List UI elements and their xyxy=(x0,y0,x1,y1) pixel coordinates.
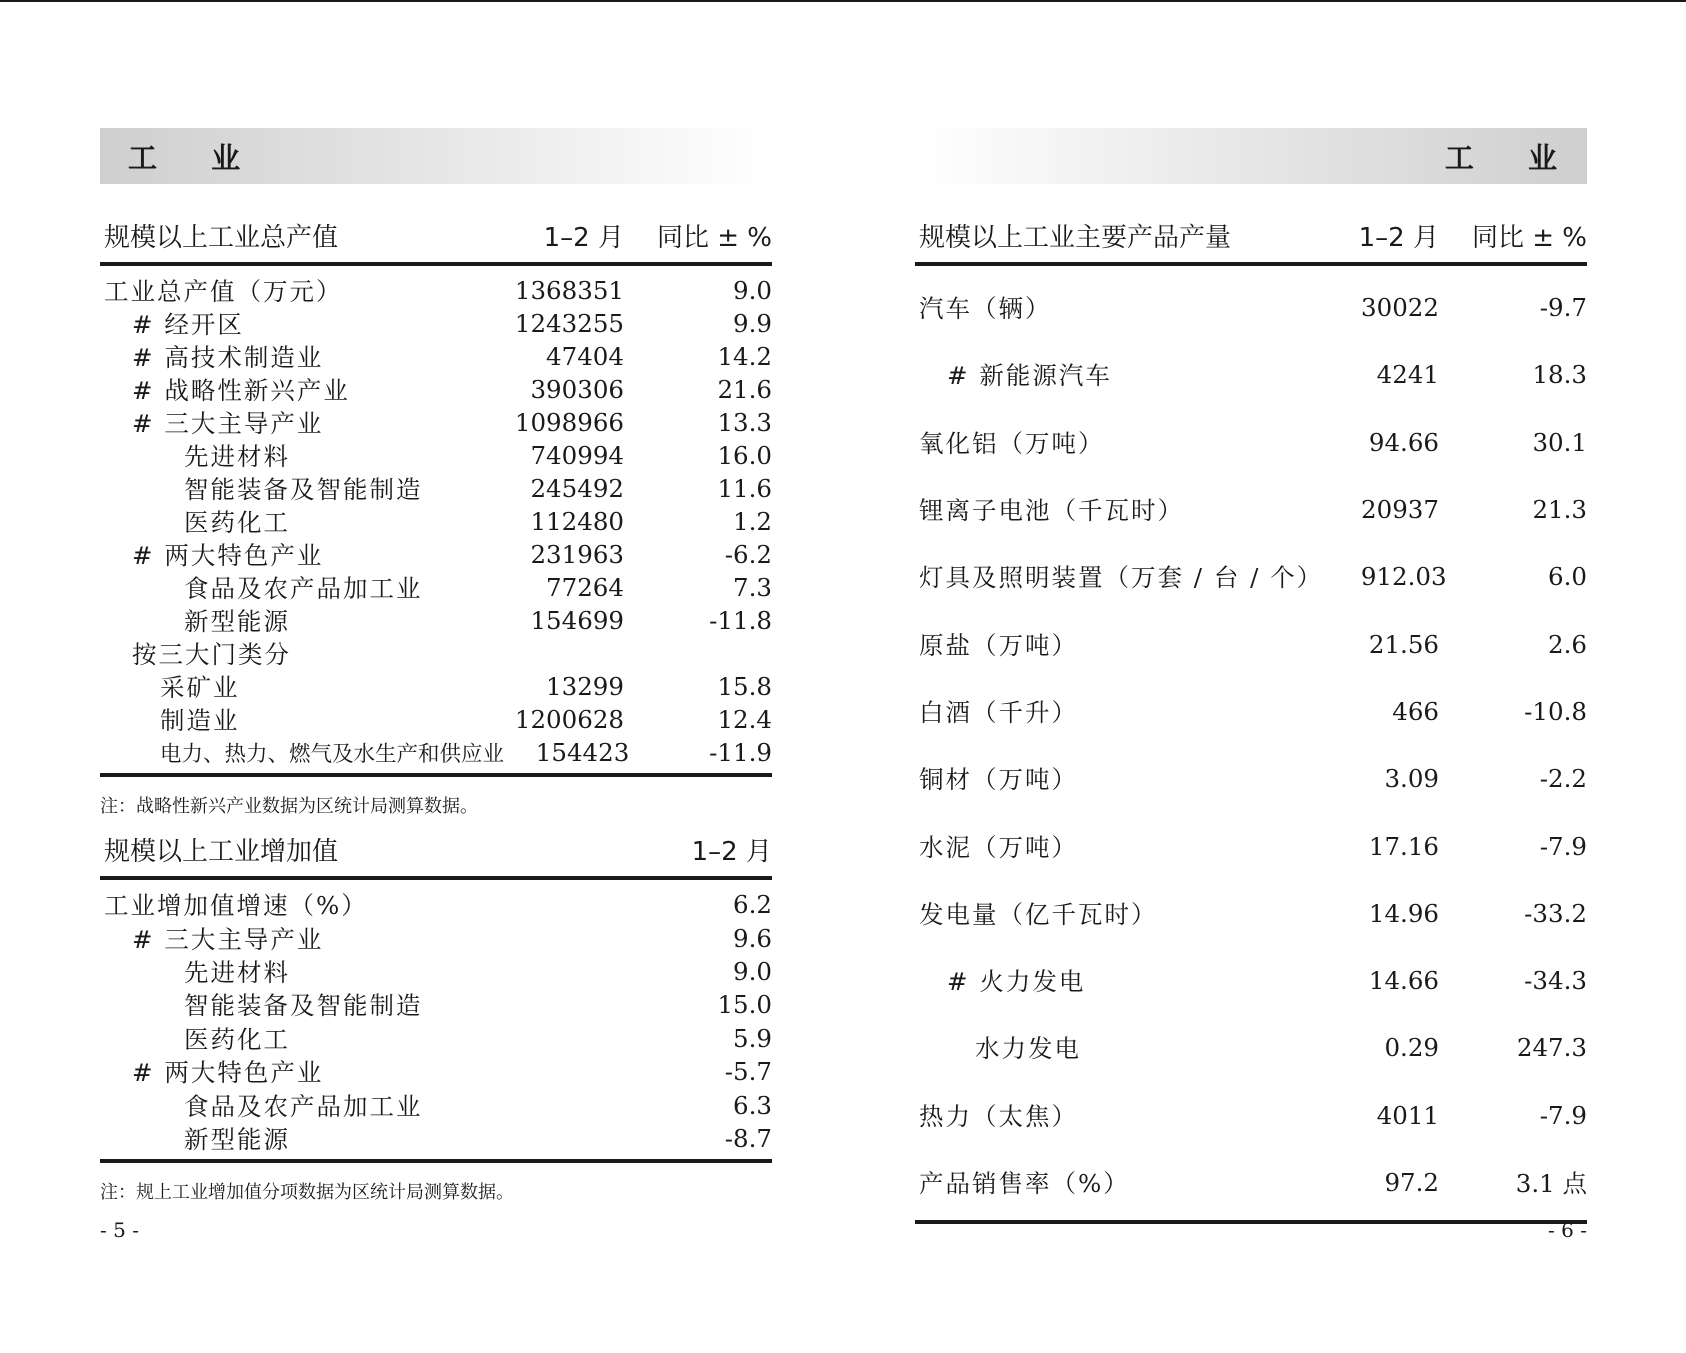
row-label: 医药化工 xyxy=(184,508,290,537)
header-yoy: 同比 ± % xyxy=(656,223,772,253)
row-label: # 高技术制造业 xyxy=(132,343,324,372)
row-value: 17.16 xyxy=(1368,831,1439,861)
row-value: 1098966 xyxy=(514,408,624,437)
page-number: - 6 - xyxy=(1548,1218,1587,1242)
row-yoy: 9.0 xyxy=(733,956,772,986)
row-value: 14.96 xyxy=(1368,898,1439,928)
row-value: 245492 xyxy=(530,474,624,503)
row-value: 390306 xyxy=(530,375,624,404)
row-yoy: -7.9 xyxy=(1539,831,1587,861)
row-label: 电力、热力、燃气及水生产和供应业 xyxy=(160,742,505,767)
row-value: 14.66 xyxy=(1368,966,1439,996)
table-row xyxy=(100,571,772,604)
table-row xyxy=(915,1149,1587,1216)
table-row xyxy=(100,1088,772,1121)
row-yoy: 7.3 xyxy=(733,573,772,602)
row-value: 94.66 xyxy=(1368,427,1439,457)
row-label: 食品及农产品加工业 xyxy=(184,1091,423,1121)
row-yoy: -8.7 xyxy=(724,1123,772,1153)
row-label: 新型能源 xyxy=(184,607,290,636)
row-value: 154423 xyxy=(535,738,630,767)
header-period: 1–2 月 xyxy=(691,837,772,867)
row-label: 先进材料 xyxy=(184,957,290,987)
row-yoy: 2.6 xyxy=(1548,629,1587,659)
row-label: 水泥（万吨） xyxy=(919,832,1078,862)
table-row xyxy=(915,880,1587,947)
row-label: 按三大门类分 xyxy=(132,640,291,669)
row-value: 112480 xyxy=(530,507,624,536)
table-row xyxy=(915,409,1587,476)
row-label: 铜材（万吨） xyxy=(919,765,1078,795)
row-label: 锂离子电池（千瓦时） xyxy=(919,496,1184,526)
header-label: 规模以上工业增加值 xyxy=(104,837,339,867)
row-yoy: -9.7 xyxy=(1539,293,1587,323)
row-label: 汽车（辆） xyxy=(919,294,1052,324)
row-yoy: 21.6 xyxy=(717,375,772,404)
row-yoy: 18.3 xyxy=(1532,360,1587,390)
table-row xyxy=(100,736,772,769)
row-label: 新型能源 xyxy=(184,1124,290,1154)
table-row xyxy=(100,955,772,988)
row-yoy: 14.2 xyxy=(717,342,772,371)
row-value: 1368351 xyxy=(514,276,624,305)
table-row xyxy=(100,921,772,954)
row-value: 4011 xyxy=(1376,1100,1439,1130)
table-row xyxy=(100,439,772,472)
row-label: 工业增加值增速（%） xyxy=(104,891,368,921)
row-value: 466 xyxy=(1392,696,1439,726)
row-label: 水力发电 xyxy=(975,1034,1081,1064)
table-row xyxy=(100,307,772,340)
row-yoy: 9.6 xyxy=(733,923,772,953)
table-body xyxy=(915,266,1587,1224)
table-row xyxy=(915,812,1587,879)
table-row xyxy=(915,341,1587,408)
row-value: 1243255 xyxy=(514,309,624,338)
row-label: 工业总产值（万元） xyxy=(104,277,343,306)
table-row xyxy=(100,406,772,439)
row-value: 30022 xyxy=(1361,293,1439,323)
row-yoy: -33.2 xyxy=(1524,898,1587,928)
row-label: 氧化铝（万吨） xyxy=(919,428,1105,458)
table-row xyxy=(100,1022,772,1055)
row-label: # 两大特色产业 xyxy=(132,1058,324,1088)
table-row xyxy=(915,1082,1587,1149)
table-row xyxy=(100,472,772,505)
row-yoy: 247.3 xyxy=(1516,1033,1587,1063)
row-yoy: 9.0 xyxy=(733,276,772,305)
row-label: 产品销售率（%） xyxy=(919,1169,1130,1198)
row-yoy: 3.1 点 xyxy=(1515,1169,1587,1198)
row-label: 采矿业 xyxy=(160,673,240,702)
row-yoy: 30.1 xyxy=(1532,427,1587,457)
table-body xyxy=(100,880,772,1163)
table-row xyxy=(100,670,772,703)
header-yoy: 同比 ± % xyxy=(1471,223,1587,253)
row-label: 食品及农产品加工业 xyxy=(184,574,423,603)
product-output-table xyxy=(915,210,1587,1224)
row-label: 医药化工 xyxy=(184,1024,290,1054)
row-value: 912.03 xyxy=(1360,562,1447,592)
row-value: 3.09 xyxy=(1384,764,1439,794)
table-row xyxy=(915,610,1587,677)
row-label: 灯具及照明装置（万套 / 台 / 个） xyxy=(919,563,1324,593)
row-yoy: 6.0 xyxy=(1548,562,1587,592)
row-value: 231963 xyxy=(530,540,624,569)
table-body xyxy=(100,266,772,777)
table-row xyxy=(915,1014,1587,1081)
row-yoy: -5.7 xyxy=(724,1057,772,1087)
row-yoy: 6.2 xyxy=(733,890,772,920)
row-label: # 三大主导产业 xyxy=(132,924,324,954)
table-row xyxy=(100,1055,772,1088)
row-yoy: -11.8 xyxy=(709,606,772,635)
row-yoy: 9.9 xyxy=(733,309,772,338)
row-label: # 新能源汽车 xyxy=(947,361,1112,391)
row-label: # 火力发电 xyxy=(947,967,1086,997)
row-label: # 经开区 xyxy=(132,310,244,339)
row-yoy: -6.2 xyxy=(724,540,772,569)
row-yoy: -11.9 xyxy=(709,738,772,767)
output-value-table xyxy=(100,210,772,777)
table-row xyxy=(100,274,772,307)
table-row xyxy=(915,274,1587,341)
right-page xyxy=(915,0,1587,1353)
row-yoy: -2.2 xyxy=(1539,764,1587,794)
table-row xyxy=(100,340,772,373)
row-label: # 两大特色产业 xyxy=(132,541,324,570)
section-title: 工 业 xyxy=(128,140,263,175)
table-note: 注：战略性新兴产业数据为区统计局测算数据。 xyxy=(100,796,478,817)
row-value: 13299 xyxy=(546,672,624,701)
row-label: 智能装备及智能制造 xyxy=(184,991,423,1021)
table-note: 注：规上工业增加值分项数据为区统计局测算数据。 xyxy=(100,1182,514,1203)
table-row xyxy=(100,888,772,921)
row-value: 4241 xyxy=(1376,360,1439,390)
added-value-table xyxy=(100,824,772,1163)
row-yoy: 21.3 xyxy=(1532,495,1587,525)
row-label: # 战略性新兴产业 xyxy=(132,376,350,405)
table-row xyxy=(100,1122,772,1155)
section-title: 工 业 xyxy=(1444,140,1579,175)
table-row xyxy=(100,637,772,670)
header-period: 1–2 月 xyxy=(543,223,624,253)
row-label: 白酒（千升） xyxy=(919,697,1078,727)
row-yoy: 11.6 xyxy=(717,474,772,503)
table-row xyxy=(915,745,1587,812)
row-value: 20937 xyxy=(1361,495,1439,525)
page-number: - 5 - xyxy=(100,1218,139,1242)
table-row xyxy=(100,604,772,637)
row-yoy: 15.0 xyxy=(717,990,772,1020)
row-value: 21.56 xyxy=(1368,629,1439,659)
table-row xyxy=(100,538,772,571)
row-label: 原盐（万吨） xyxy=(919,630,1078,660)
row-yoy: 6.3 xyxy=(733,1090,772,1120)
row-value: 47404 xyxy=(546,342,624,371)
row-label: 发电量（亿千瓦时） xyxy=(919,899,1158,929)
row-label: 智能装备及智能制造 xyxy=(184,475,423,504)
table-row xyxy=(100,373,772,406)
row-yoy: -10.8 xyxy=(1524,696,1587,726)
row-yoy: -7.9 xyxy=(1539,1100,1587,1130)
row-label: # 三大主导产业 xyxy=(132,409,324,438)
table-row xyxy=(100,988,772,1021)
row-yoy: 13.3 xyxy=(717,408,772,437)
row-value: 154699 xyxy=(530,606,624,635)
row-yoy: 12.4 xyxy=(717,705,772,734)
table-row xyxy=(100,703,772,736)
table-row xyxy=(915,543,1587,610)
row-yoy: -34.3 xyxy=(1524,966,1587,996)
row-value: 97.2 xyxy=(1384,1168,1439,1197)
section-header-bar xyxy=(915,128,1587,184)
table-header xyxy=(915,210,1587,266)
row-yoy: 5.9 xyxy=(733,1023,772,1053)
row-label: 热力（太焦） xyxy=(919,1101,1078,1131)
row-value: 0.29 xyxy=(1384,1033,1439,1063)
row-value: 77264 xyxy=(546,573,624,602)
table-row xyxy=(915,476,1587,543)
row-value: 740994 xyxy=(530,441,624,470)
row-yoy: 16.0 xyxy=(717,441,772,470)
left-page xyxy=(100,0,772,1353)
row-label: 先进材料 xyxy=(184,442,290,471)
header-period: 1–2 月 xyxy=(1358,223,1439,253)
header-label: 规模以上工业总产值 xyxy=(104,223,339,253)
section-header-bar xyxy=(100,128,772,184)
row-value: 1200628 xyxy=(514,705,624,734)
table-row xyxy=(100,505,772,538)
header-label: 规模以上工业主要产品产量 xyxy=(919,223,1232,253)
table-header xyxy=(100,824,772,880)
row-yoy: 15.8 xyxy=(717,672,772,701)
table-row xyxy=(915,947,1587,1014)
row-yoy: 1.2 xyxy=(733,507,772,536)
row-label: 制造业 xyxy=(160,706,240,735)
table-row xyxy=(915,678,1587,745)
table-header xyxy=(100,210,772,266)
